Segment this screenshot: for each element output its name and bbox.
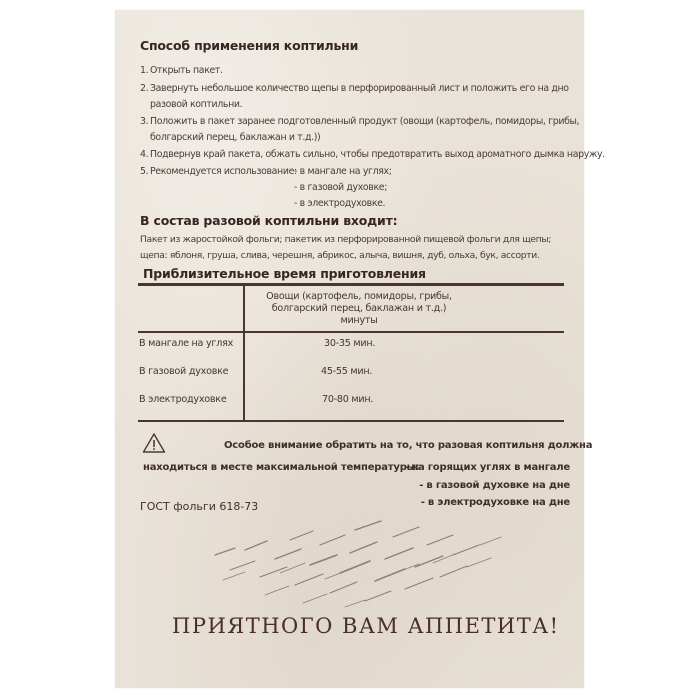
step-3-number: 3. [140, 116, 149, 127]
step-3-text-cont: болгарский перец, баклажан и т.д.)) [150, 132, 321, 143]
section-title-cooking-time: Приблизительное время приготовления [143, 266, 426, 281]
table-row-time: 70-80 мин. [322, 394, 374, 405]
step-3-text: Положить в пакет заранее подготовленный продукт (овощи (картофель, помидоры, грибы, [150, 116, 580, 127]
warning-place-electric-oven: - в электродуховке на дне [420, 497, 570, 508]
bon-appetit-title: ПРИЯТНОГО ВАМ АППЕТИТА! [172, 614, 560, 638]
step-4-number: 4. [140, 149, 149, 160]
warning-line-1: Особое внимание обратить на то, что разовая коптильня должна [224, 440, 593, 451]
step-5-number: 5. [140, 166, 149, 177]
usage-option-electric-oven: - в электродуховке. [294, 198, 386, 209]
step-5-text: Рекомендуется использование: [150, 166, 297, 177]
gost-standard: ГОСТ фольги 618-73 [140, 500, 259, 513]
step-2-number: 2. [140, 83, 149, 94]
table-row-method: В газовой духовке [139, 366, 229, 377]
usage-option-grill: - в мангале на углях; [294, 166, 392, 177]
warning-line-2: находиться в месте максимальной температуры: [143, 462, 420, 473]
step-2-text-cont: разовой коптильни. [150, 99, 243, 110]
wood-chips-illustration [205, 515, 510, 615]
table-top-rule [138, 283, 564, 286]
table-row-method: В электродуховке [139, 394, 227, 405]
usage-option-gas-oven: - в газовой духовке; [294, 182, 388, 193]
table-row-time: 45-55 мин. [321, 366, 373, 377]
section-title-usage: Способ применения коптильни [140, 38, 359, 53]
header-line-2: болгарский перец, баклажан и т.д.) [271, 303, 447, 314]
contents-line-2: щепа: яблоня, груша, слива, черешня, абрикос, алыча, вишня, дуб, ольха, бук, ассорти. [140, 250, 540, 261]
step-1-text: Открыть пакет. [150, 65, 223, 76]
table-row-time: 30-35 мин. [324, 338, 376, 349]
contents-line-1: Пакет из жаростойкой фольги; пакетик из перфорированной пищевой фольги для щепы; [140, 234, 552, 245]
table-row-method: В мангале на углях [139, 338, 234, 349]
table-header-rule [138, 331, 564, 333]
warning-place-gas-oven: - в газовой духовке на дне [419, 480, 570, 491]
step-4-text: Подвернув край пакета, обжать сильно, чтобы предотвратить выход ароматного дымка наружу. [150, 149, 605, 160]
warning-place-grill: - на горящих углях в мангале [404, 462, 570, 473]
header-line-3: минуты [340, 315, 378, 326]
section-title-contents: В состав разовой коптильни входит: [140, 213, 398, 228]
header-line-1: Овощи (картофель, помидоры, грибы, [266, 291, 452, 302]
table-header-product [244, 291, 474, 327]
table-bottom-rule [138, 420, 564, 422]
warning-triangle-icon [142, 432, 166, 454]
step-1-number: 1. [140, 65, 149, 76]
step-2-text: Завернуть небольшое количество щепы в перфорированный лист и положить его на дно [150, 83, 569, 94]
